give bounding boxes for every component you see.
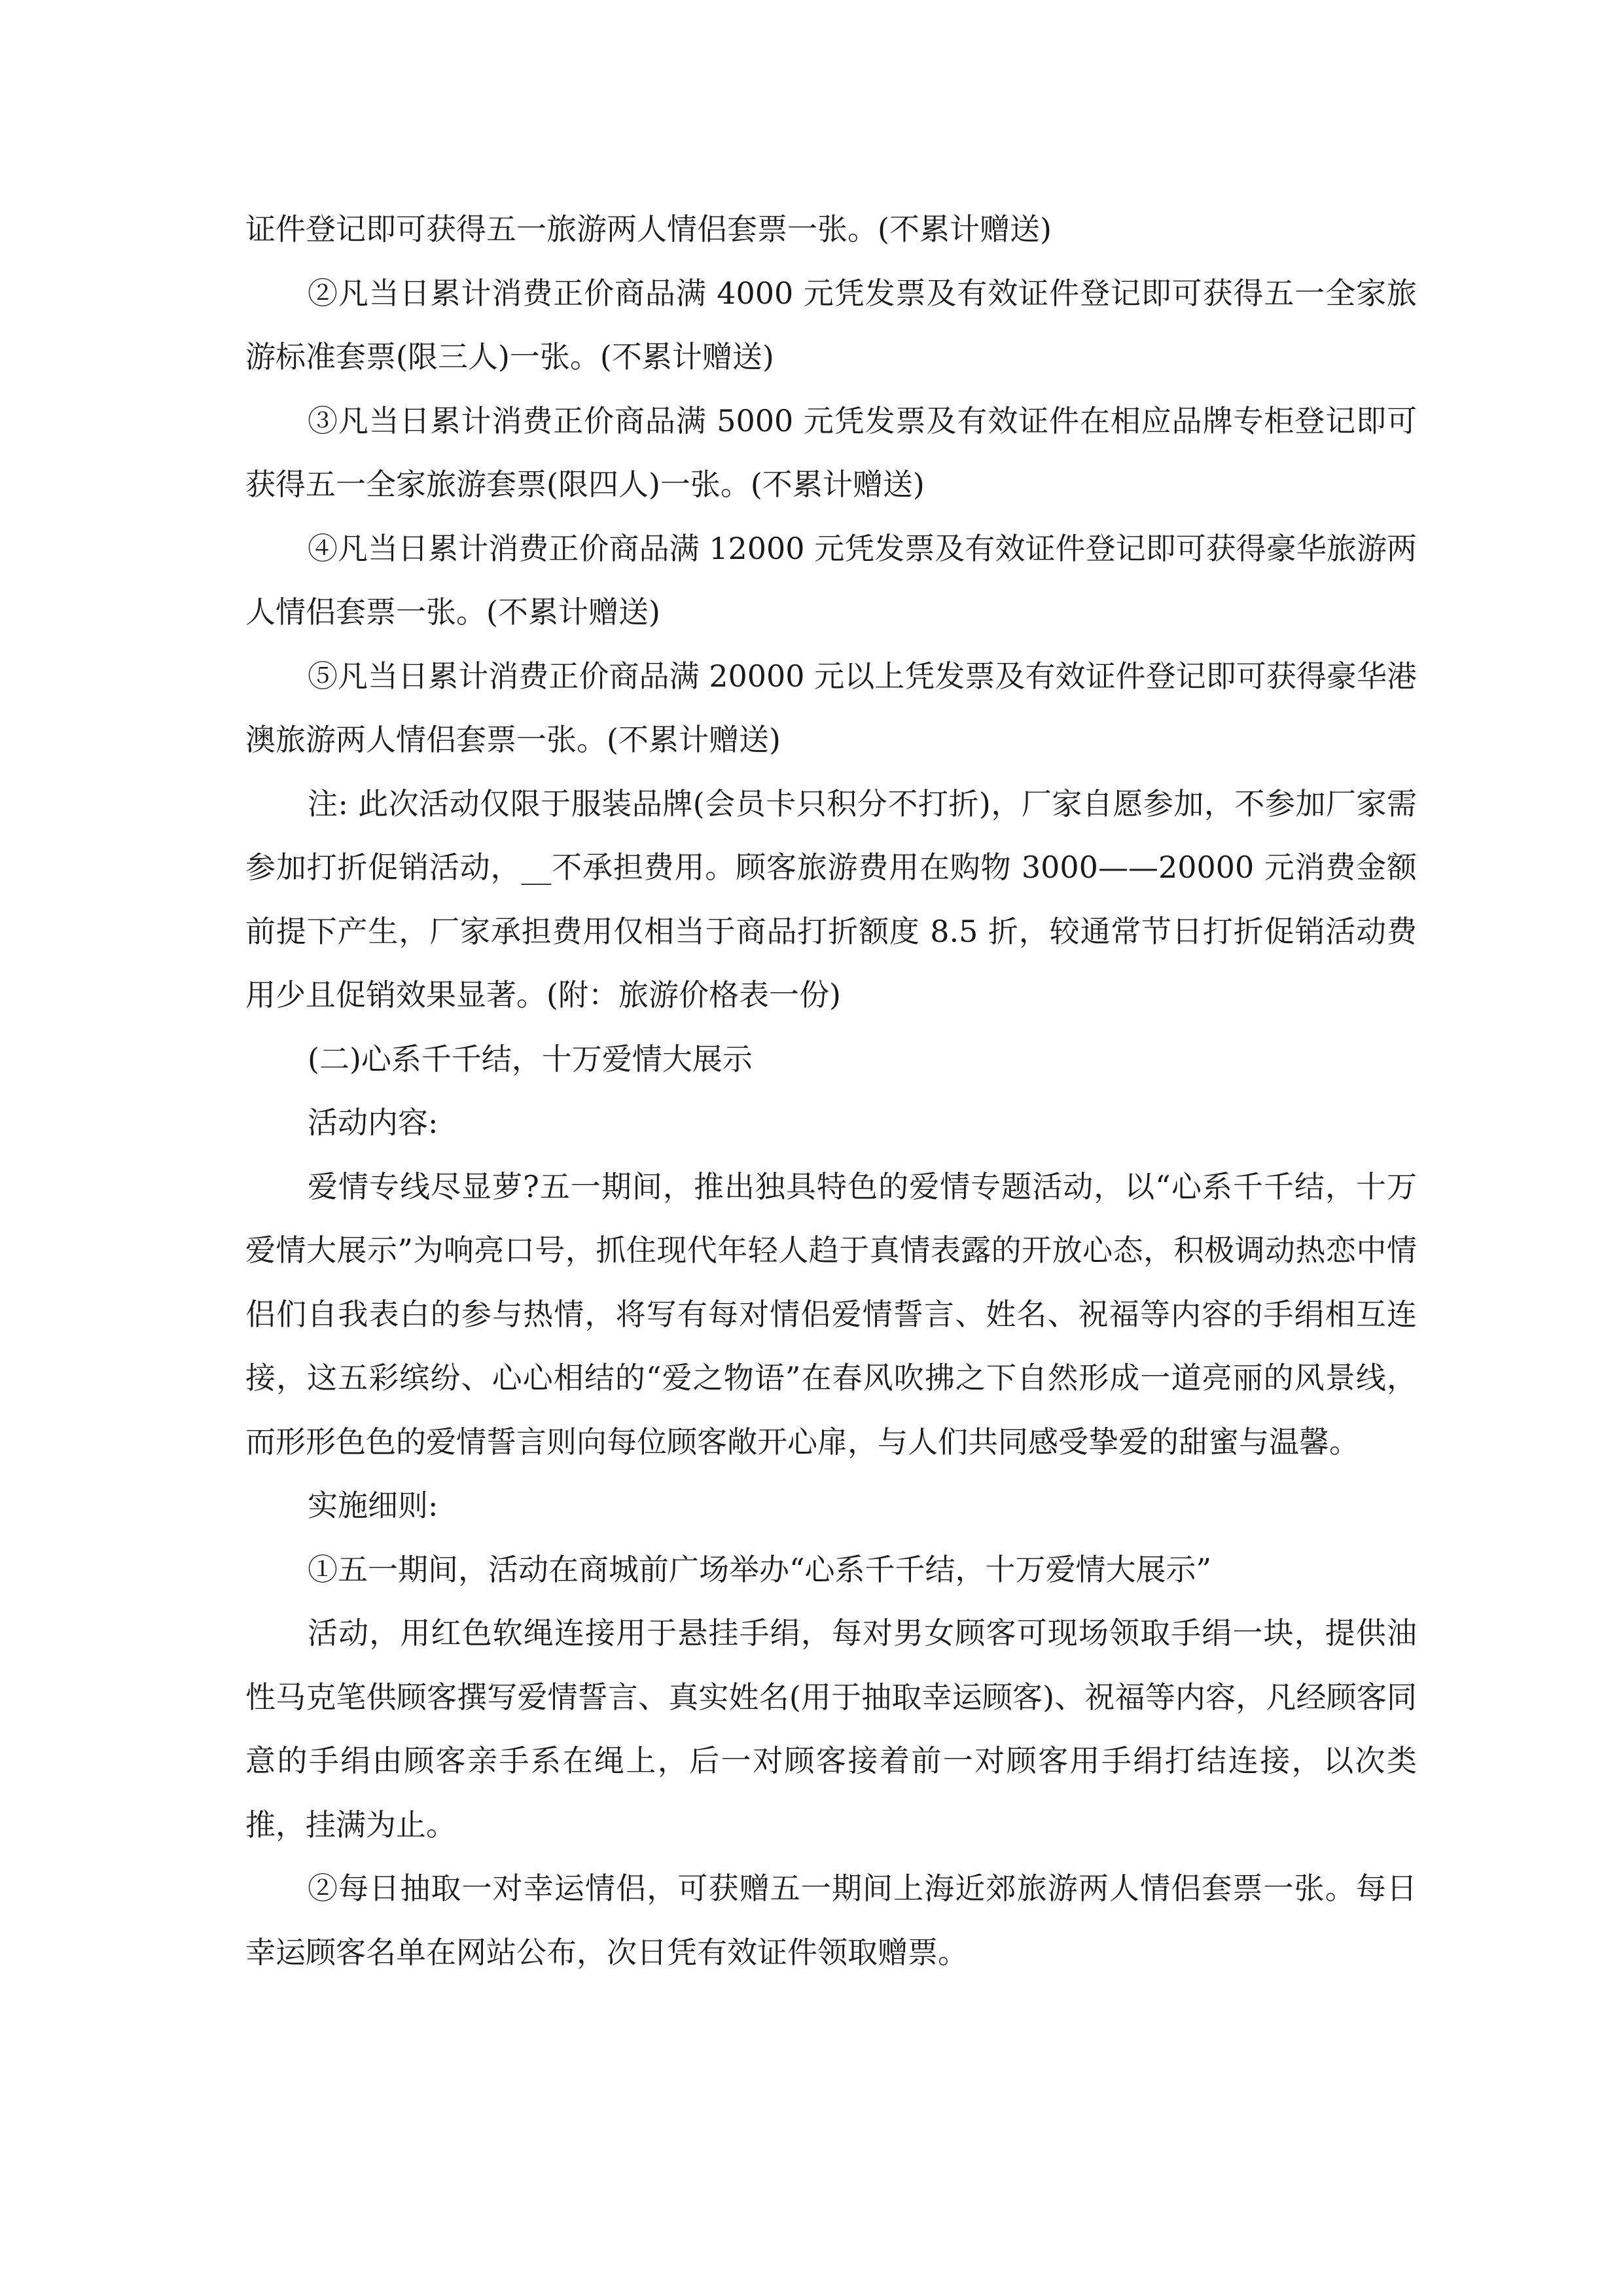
- paragraph-item-3: ③凡当日累计消费正价商品满 5000 元凭发票及有效证件在相应品牌专柜登记即可获得五一全家旅游套票(限四人)一张。(不累计赠送): [245, 403, 1417, 502]
- implementation-label: 实施细则:: [308, 1488, 438, 1523]
- section-heading: (二)心系千千结，十万爱情大展示: [308, 1041, 753, 1077]
- implementation-item-2: ②每日抽取一对幸运情侣，可获赠五一期间上海近郊旅游两人情侣套票一张。每日幸运顾客名单在网站公布，次日凭有效证件领取赠票。: [245, 1871, 1417, 1970]
- implementation-item-1: ①五一期间，活动在商城前广场举办“心系千千结，十万爱情大展示”: [308, 1551, 1212, 1587]
- paragraph-item-2: ②凡当日累计消费正价商品满 4000 元凭发票及有效证件登记即可获得五一全家旅游标准套票(限三人)一张。(不累计赠送): [245, 275, 1417, 374]
- paragraph-note: 注: 此次活动仅限于服装品牌(会员卡只积分不打折)，厂家自愿参加，不参加厂家需参加打折促销活动，__不承担费用。顾客旅游费用在购物 3000——20000 元消费金额前提下产生，厂家承担费用仅相当于商品打折额度 8.5 折，较通常节日打折促销活动费用少且促销效果显著。(附：旅游价格表一份): [245, 785, 1417, 1013]
- document-body: [245, 198, 1417, 1984]
- activity-content-label: 活动内容:: [308, 1105, 438, 1140]
- paragraph-item-5: ⑤凡当日累计消费正价商品满 20000 元以上凭发票及有效证件登记即可获得豪华港澳旅游两人情侣套票一张。(不累计赠送): [245, 658, 1417, 757]
- paragraph-item-4: ④凡当日累计消费正价商品满 12000 元凭发票及有效证件登记即可获得豪华旅游两人情侣套票一张。(不累计赠送): [245, 530, 1417, 630]
- activity-content-paragraph: 爱情专线尽显萝?五一期间，推出独具特色的爱情专题活动，以“心系千千结，十万爱情大展示”为响亮口号，抓住现代年轻人趋于真情表露的开放心态，积极调动热恋中情侣们自我表白的参与热情，将写有每对情侣爱情誓言、姓名、祝福等内容的手绢相互连接，这五彩缤纷、心心相结的“爱之物语”在春风吹拂之下自然形成一道亮丽的风景线，而形形色色的爱情誓言则向每位顾客敞开心扉，与人们共同感受挚爱的甜蜜与温馨。: [245, 1168, 1417, 1460]
- implementation-item-1-detail: 活动，用红色软绳连接用于悬挂手绢，每对男女顾客可现场领取手绢一块，提供油性马克笔供顾客撰写爱情誓言、真实姓名(用于抽取幸运顾客)、祝福等内容，凡经顾客同意的手绢由顾客亲手系在绳上，后一对顾客接着前一对顾客用手绢打结连接，以次类推，挂满为止。: [245, 1615, 1417, 1842]
- paragraph-continuation: 证件登记即可获得五一旅游两人情侣套票一张。(不累计赠送): [245, 211, 1052, 247]
